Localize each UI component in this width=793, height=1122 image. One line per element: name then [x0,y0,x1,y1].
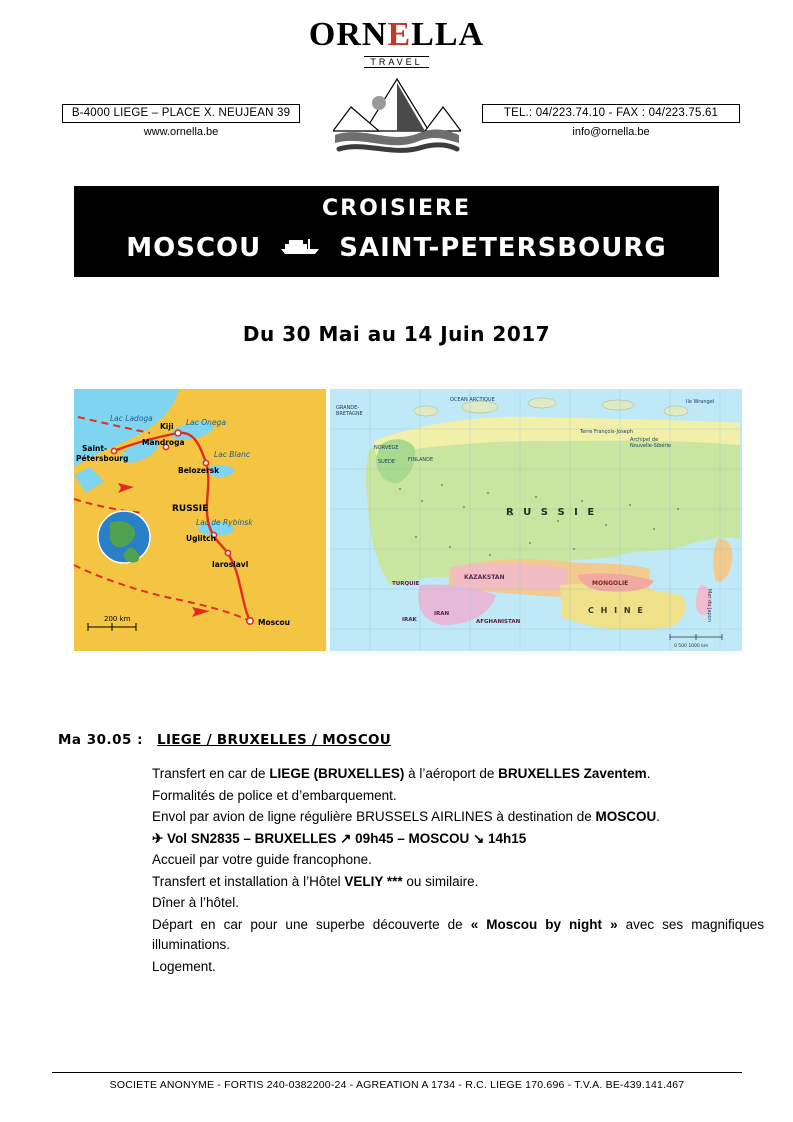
address-line: B-4000 LIEGE – PLACE X. NEUJEAN 39 [62,104,300,123]
logo-wordmark [309,18,484,52]
svg-text:GRANDE-: GRANDE- [336,405,360,411]
itinerary-text: Départ en car pour une superbe découverte de [152,916,471,932]
itinerary-highlight: MOSCOU [595,809,657,825]
itinerary-text: Accueil par votre guide francophone. [152,852,372,868]
itinerary-line [152,957,764,978]
svg-text:Lac Onega: Lac Onega [186,418,226,427]
website-link[interactable]: www.ornella.be [143,126,219,138]
itinerary-text: Transfert et installation à l’Hôtel [152,873,345,889]
svg-text:IRAK: IRAK [402,617,417,623]
svg-text:Moscou: Moscou [258,618,291,627]
itinerary-day-header [58,732,748,748]
russia-political-map [330,389,742,651]
svg-text:BRETAGNE: BRETAGNE [336,411,363,417]
itinerary-line [152,915,764,956]
svg-text:Archipel de: Archipel de [630,437,659,443]
itinerary-line [152,850,764,871]
itinerary-text: . [656,809,661,825]
itinerary-line [152,807,764,828]
svg-text:0 500 1000 km: 0 500 1000 km [674,644,709,649]
svg-text:R U S S I E: R U S S I E [506,507,598,518]
svg-text:Ile Wrangel: Ile Wrangel [686,399,715,405]
itinerary-highlight: « Moscou by night » [470,916,618,932]
itinerary-line [152,764,764,785]
svg-text:Iaroslavl: Iaroslavl [212,560,249,569]
title-banner [74,186,719,277]
itinerary-text: avec ses magnifiques illuminations. [152,916,764,953]
banner-cruise-label: CROISIERE [321,196,471,221]
itinerary-text: Dîner à l’hôtel. [152,895,240,911]
svg-text:Pétersbourg: Pétersbourg [76,454,129,463]
itinerary-text: Envol par avion de ligne régulière BRUSSELS AIRLINES à destination de [152,809,596,825]
svg-text:SUEDE: SUEDE [378,459,396,465]
logo-text-part1: ORN [308,16,388,53]
itinerary-text: Formalités de police et d’embarquement. [152,787,397,803]
svg-text:Mandroga: Mandroga [142,438,185,447]
itinerary-text: ou similaire. [402,873,479,889]
svg-text:TURQUIE: TURQUIE [392,581,420,587]
travel-dates: Du 30 Mai au 14 Juin 2017 [242,322,551,346]
itinerary-line [152,786,764,807]
svg-text:RUSSIE: RUSSIE [172,504,209,514]
banner-city-from: MOSCOU [126,233,262,263]
maps-row [74,389,742,651]
svg-text:Terre François-Joseph: Terre François-Joseph [580,429,634,435]
itinerary-section [58,732,764,978]
svg-text:200 km: 200 km [104,615,131,623]
svg-text:Uglitch: Uglitch [186,534,216,543]
svg-text:Kiji: Kiji [160,422,174,431]
address-block [62,104,300,138]
svg-text:Saint-: Saint- [82,444,108,453]
banner-route [74,225,719,277]
legal-footer: SOCIETE ANONYME - FORTIS 240-0382200-24 - AGREATION A 1734 - R.C. LIEGE 170.696 - T.V.A. BE-439.141.467 [52,1072,742,1091]
document-header [0,0,793,175]
svg-text:Belozersk: Belozersk [178,466,220,475]
svg-text:FINLANDE: FINLANDE [408,457,434,463]
svg-text:OCEAN ARCTIQUE: OCEAN ARCTIQUE [450,397,495,403]
itinerary-day [58,732,764,977]
itinerary-line [152,872,764,893]
itinerary-line [152,829,764,850]
logo-subtitle: TRAVEL [364,56,428,68]
phone-fax-line: TEL.: 04/223.74.10 - FAX : 04/223.75.61 [482,104,740,123]
svg-text:Mer du Japon: Mer du Japon [706,589,712,622]
svg-text:C H I N E: C H I N E [588,606,645,615]
itinerary-text: Logement. [152,958,216,974]
itinerary-highlight: VELIY *** [344,873,403,889]
itinerary-text: à l’aéroport de [404,766,499,781]
svg-text:AFGHANISTAN: AFGHANISTAN [476,619,521,625]
itinerary-day-body [152,764,764,977]
cruise-route-map [74,389,326,651]
banner-city-to: SAINT-PETERSBOURG [339,233,667,263]
ship-icon [277,233,323,263]
itinerary-text: Transfert en car de [152,766,270,781]
itinerary-day-title: LIEGE / BRUXELLES / MOSCOU [157,732,392,748]
svg-text:IRAN: IRAN [434,611,450,617]
company-logo [0,18,793,166]
svg-text:KAZAKSTAN: KAZAKSTAN [464,574,505,581]
contact-block [482,104,740,138]
itinerary-text: . [646,766,651,781]
svg-text:Lac Ladoga: Lac Ladoga [110,414,153,423]
itinerary-highlight: LIEGE (BRUXELLES) [269,766,405,781]
logo-text-accent: E [387,16,412,53]
svg-text:NORVEGE: NORVEGE [374,445,399,451]
itinerary-day-date: Ma 30.05 : [58,732,144,748]
itinerary-line [152,893,764,914]
logo-text-part2: LLA [411,16,485,53]
svg-text:MONGOLIE: MONGOLIE [592,580,629,587]
itinerary-highlight: BRUXELLES Zaventem [498,766,647,781]
svg-text:Nouvelle-Sibérie: Nouvelle-Sibérie [630,443,671,449]
itinerary-highlight: ✈ Vol SN2835 – BRUXELLES ↗ 09h45 – MOSCOU ↘ 14h15 [152,830,527,846]
email-link[interactable]: info@ornella.be [572,126,650,138]
svg-text:Lac de Rybinsk: Lac de Rybinsk [196,518,253,527]
svg-text:Lac Blanc: Lac Blanc [214,450,250,459]
